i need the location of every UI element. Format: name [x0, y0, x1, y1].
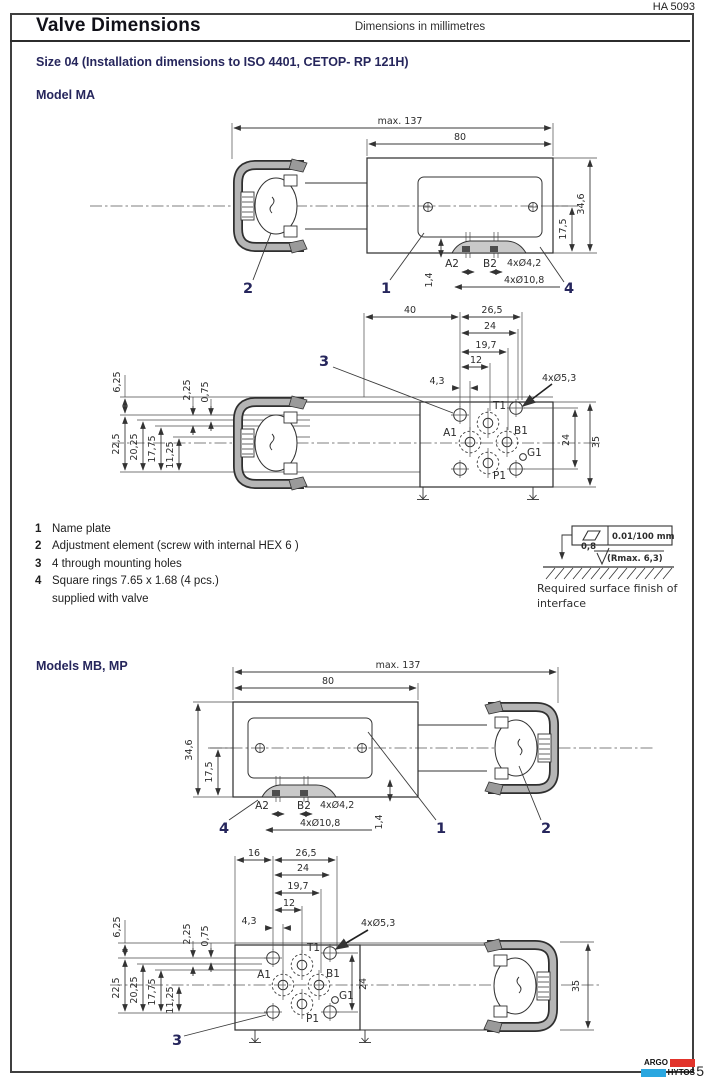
- dim-max-length: max. 137: [377, 116, 423, 127]
- model-ma-port-view-drawing: [105, 300, 650, 525]
- dim-ring-height: 1,4: [374, 814, 385, 830]
- flatness-value: 0.01/100 mm: [612, 532, 675, 542]
- dim-6-25: 6,25: [112, 916, 123, 938]
- legend-item-2: [35, 538, 299, 555]
- dim-body-length: 80: [453, 132, 467, 143]
- callout-4: 4: [218, 821, 230, 837]
- callout-1: 1: [435, 821, 447, 837]
- legend-num-2: 2: [35, 540, 42, 553]
- dim-right-24: 24: [561, 433, 572, 447]
- legend-text-3: 4 through mounting holes: [52, 557, 182, 570]
- seal-holes-label: 4xØ4,2: [320, 800, 355, 811]
- dim-12: 12: [282, 898, 296, 909]
- dim-4-3: 4,3: [429, 376, 445, 387]
- port-g1-label: G1: [527, 447, 542, 459]
- mount-holes-label: 4xØ5,3: [542, 373, 577, 384]
- surface-hatching: [543, 567, 674, 579]
- dim-22-5: 22,5: [111, 977, 122, 999]
- mount-holes-label: 4xØ5,3: [361, 918, 396, 929]
- ring-dia-label: 4xØ10,8: [504, 275, 545, 286]
- dim-0-75: 0,75: [200, 381, 211, 403]
- surface-caption-line2: interface: [537, 597, 587, 610]
- port-a2-label: A2: [445, 258, 459, 270]
- dim-24: 24: [296, 863, 310, 874]
- page-number: 5: [696, 1063, 704, 1079]
- dim-2-25: 2,25: [182, 923, 193, 945]
- port-t1-label: T1: [493, 400, 507, 412]
- dim-11-25: 11,25: [165, 986, 176, 1014]
- roughness-value: 0,8: [581, 542, 597, 552]
- dim-16: 16: [247, 848, 261, 859]
- doc-code: HA 5093: [652, 1, 695, 13]
- dim-22-5: 22,5: [111, 433, 122, 455]
- models-mb-mp-port-view-drawing: [105, 845, 605, 1060]
- dim-body-length: 80: [321, 676, 335, 687]
- surface-caption-line1: Required surface finish of: [537, 582, 678, 595]
- legend-num-3: 3: [35, 557, 42, 570]
- port-a1-label: A1: [257, 969, 271, 981]
- dim-19-7: 19,7: [287, 881, 309, 892]
- dim-half-height: 17,5: [204, 761, 215, 783]
- dim-ring-height: 1,4: [424, 272, 435, 288]
- port-b1-label: B1: [326, 968, 340, 980]
- legend: [35, 521, 299, 608]
- dim-20-25: 20,25: [129, 433, 140, 461]
- mount-holes-leader: [523, 384, 552, 406]
- legend-item-1: [35, 521, 299, 538]
- dimensions: [125, 312, 596, 487]
- dim-11-25: 11,25: [165, 441, 176, 469]
- callout-3: 3: [318, 354, 330, 370]
- dim-6-25: 6,25: [112, 371, 123, 393]
- dim-26-5: 26,5: [295, 848, 317, 859]
- valve-outline: [90, 158, 568, 258]
- callout-2: 2: [242, 281, 254, 297]
- model-ma-heading: Model MA: [36, 88, 96, 102]
- port-g1-label: G1: [339, 990, 354, 1002]
- dim-4-3: 4,3: [241, 916, 257, 927]
- dim-17-75: 17,75: [147, 978, 158, 1006]
- legend-text-4: Square rings 7.65 x 1.68 (4 pcs.): [52, 575, 219, 588]
- dim-20-25: 20,25: [129, 976, 140, 1004]
- ring-dia-label: 4xØ10,8: [300, 818, 341, 829]
- dim-19-7: 19,7: [475, 340, 497, 351]
- callout-4: 4: [563, 281, 575, 297]
- dim-max-length: max. 137: [375, 660, 421, 671]
- page-title: Valve Dimensions: [36, 15, 201, 36]
- callout-3: 3: [171, 1033, 183, 1049]
- legend-text-4-cont: supplied with valve: [52, 592, 149, 605]
- model-ma-side-view-drawing: [80, 110, 620, 305]
- size-heading: Size 04 (Installation dimensions to ISO 4401, CETOP- RP 121H): [36, 55, 409, 69]
- logo-red-block: [670, 1059, 695, 1067]
- rmax-value: (Rmax. 6,3): [607, 554, 663, 564]
- seal-holes-label: 4xØ4,2: [507, 258, 542, 269]
- legend-num-1: 1: [35, 523, 42, 535]
- port-p1-label: P1: [306, 1013, 320, 1025]
- callout-3-leader: [184, 1015, 266, 1036]
- port-t1-label: T1: [307, 942, 321, 954]
- legend-text-2: Adjustment element (screw with internal HEX 6 ): [52, 540, 299, 553]
- mount-holes-leader: [336, 930, 368, 949]
- port-a2-label: A2: [255, 800, 269, 812]
- dim-height: 34,6: [184, 739, 195, 761]
- callout-1: 1: [380, 281, 392, 297]
- dim-2-25: 2,25: [182, 379, 193, 401]
- logo-text-hytos: HYTOS: [667, 1068, 695, 1077]
- dim-35: 35: [571, 979, 582, 993]
- logo-text-argo: ARGO: [644, 1058, 668, 1067]
- body-outline: [110, 939, 600, 1043]
- port-b2-label: B2: [483, 258, 497, 270]
- callout-2: 2: [540, 821, 552, 837]
- port-a1-label: A1: [443, 427, 457, 439]
- dim-12: 12: [469, 355, 483, 366]
- dim-17-75: 17,75: [147, 435, 158, 463]
- port-b1-label: B1: [514, 425, 528, 437]
- ports: [264, 944, 339, 1021]
- models-mb-mp-side-view-drawing: [180, 660, 680, 855]
- port-p1-label: P1: [493, 470, 507, 482]
- dim-half-height: 17,5: [558, 218, 569, 240]
- legend-num-4: 4: [35, 575, 42, 588]
- port-b2-label: B2: [297, 800, 311, 812]
- logo-blue-block: [641, 1069, 666, 1077]
- legend-item-4: [35, 573, 299, 590]
- dim-0-75: 0,75: [200, 925, 211, 947]
- models-mb-mp-heading: Models MB, MP: [36, 659, 128, 673]
- callout-3-leader: [333, 367, 453, 413]
- units-note: Dimensions in millimetres: [354, 21, 486, 33]
- legend-item-3: [35, 556, 299, 573]
- dim-right-24: 24: [358, 977, 369, 991]
- dim-26-5: 26,5: [481, 305, 503, 316]
- ports: [451, 399, 526, 478]
- dim-24: 24: [483, 321, 497, 332]
- valve-outline: [210, 701, 655, 802]
- surface-finish-figure: [535, 515, 695, 615]
- argo-hytos-logo: [625, 1058, 695, 1078]
- dim-35: 35: [591, 435, 602, 449]
- dim-height: 34,6: [576, 193, 587, 215]
- legend-text-1: Name plate: [52, 523, 111, 535]
- dim-40: 40: [403, 305, 417, 316]
